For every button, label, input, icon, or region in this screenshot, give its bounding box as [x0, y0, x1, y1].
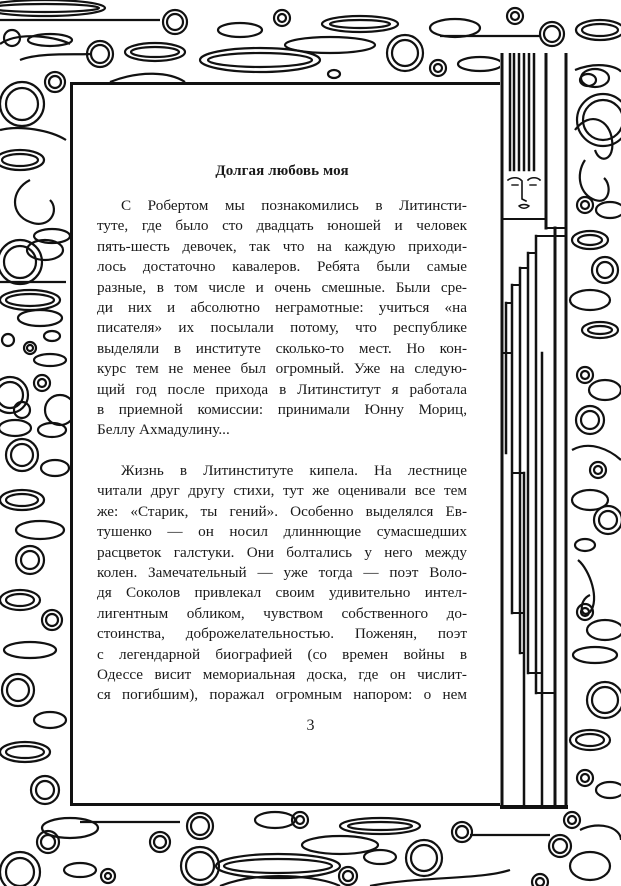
art-column: [500, 53, 568, 809]
text-line: дя Соколов привлекал своим удивительно интел-: [97, 584, 467, 602]
text-line: туте, где было сто двадцать юношей и человек: [97, 217, 467, 235]
text-line: выделяли в институте сколько-то мест. Но кон-: [97, 339, 467, 357]
text-line: писателя» их посылали потому, что республике: [97, 319, 467, 337]
face-with-bars-illustration: [500, 53, 568, 809]
text-line: Одессе висит мемориальная доска, где он числит-: [97, 665, 467, 683]
text-line: в приемной комиссии: принимали Юнну Мориц,: [97, 401, 467, 419]
text-line: лось достаточно кавалеров. Ребята были самые: [97, 258, 467, 276]
text-line: колен. Замечательный — уже тогда — поэт Воло-: [97, 563, 467, 581]
text-line: стоинства, доброжелательностью. Поженян, поэт: [97, 625, 467, 643]
chapter-title: Долгая любовь моя: [215, 163, 349, 179]
text-line: пять-шесть девочек, так что на каждую приходи-: [97, 237, 467, 255]
text-line: ся погибшим), поражал огромным напором: о нем: [97, 686, 467, 704]
paragraph-2: [97, 461, 467, 706]
paragraph-1: [97, 196, 467, 441]
text-line: тушенко — он носил длиннющие сумасшедших: [97, 523, 467, 541]
text-block: [97, 163, 467, 706]
text-line: курс тем не менее был огромный. Уже на следую-: [97, 360, 467, 378]
text-line: читали друг другу стихи, тут же оценивали все тем: [97, 482, 467, 500]
text-line: ди них и абсолютно неграмотные: учиться «на: [97, 299, 467, 317]
text-line: расцветок галстуки. Они болтались у него между: [97, 543, 467, 561]
text-line: Беллу Ахмадулину...: [97, 421, 230, 439]
text-line: же: «Старик, ты гений». Особенно выделялся Ев-: [97, 502, 467, 520]
page-number: 3: [306, 717, 315, 734]
text-line: щий год после прихода в Литинститут я работала: [97, 380, 467, 398]
text-line: с легендарной биографией (со времен войны в: [97, 645, 467, 663]
text-line: разные, в том числе и очень смешные. Были сре-: [97, 278, 467, 296]
text-line: Жизнь в Литинституте кипела. На лестнице: [121, 461, 467, 479]
text-line: С Робертом мы познакомились в Литинсти-: [121, 197, 467, 214]
text-line: лигентным обликом, чувством собственного до-: [97, 604, 467, 622]
